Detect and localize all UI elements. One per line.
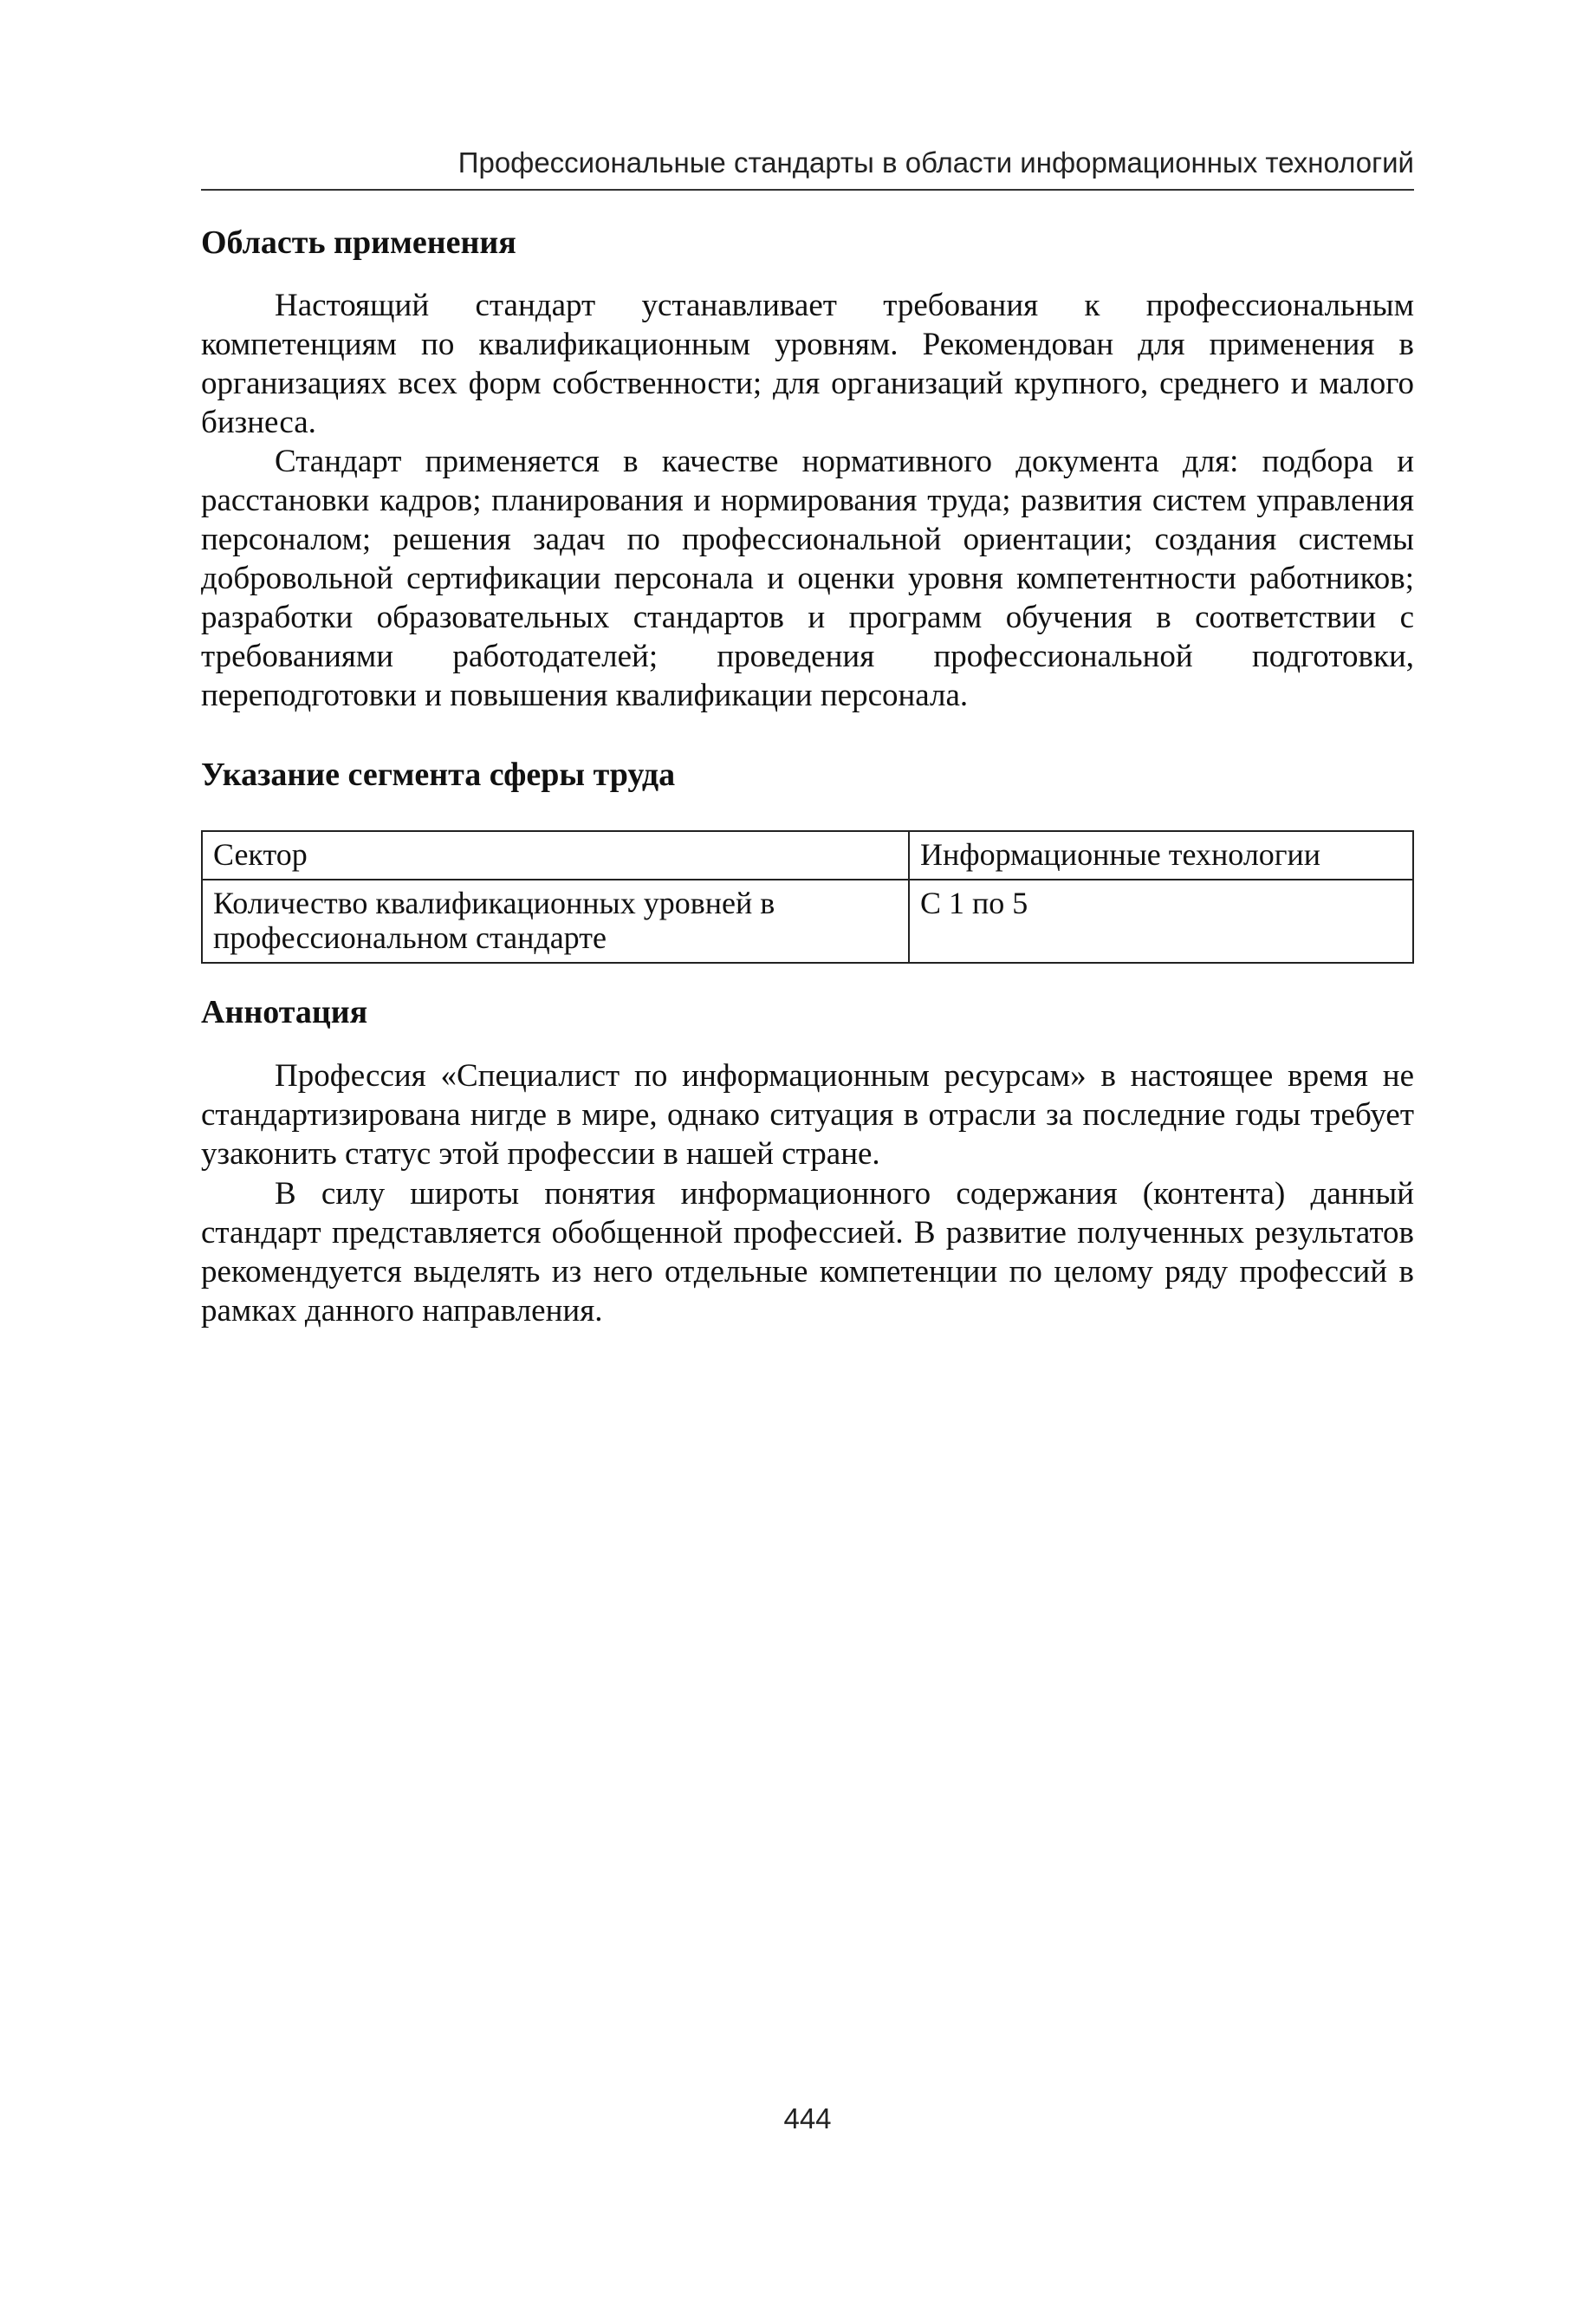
page-number: 444 xyxy=(783,2102,832,2134)
annotation-paragraph-2: В силу широты понятия информационного содержания (контента) данный стандарт представляется обобщенной профессией. В развитие полученных результатов рекомендуется выделять из него отдельные компетенции по целому ряду профессий в рамках данного направления. xyxy=(201,1176,1414,1329)
table-cell-sector-label: Сектор xyxy=(202,831,909,880)
scope-paragraph-2: Стандарт применяется в качестве нормативного документа для: подбора и расстановки кадров; планирования и нормирования труда; развития систем управления персоналом; решения задач по профессиональной ориентации; создания системы добровольной сертификации персонала и оценки уровня компетентности работников; разработки образовательных стандартов и программ обучения в соответствии с требованиями работодателей; проведения профессиональной подготовки, переподготовки и повышения квалификации персонала. xyxy=(201,444,1414,713)
table-cell-sector-value: Информационные технологии xyxy=(909,831,1413,880)
table-cell-levels-label: Количество квалификационных уровней в профессиональном стандарте xyxy=(202,880,909,963)
scope-heading: Область применения xyxy=(201,224,516,261)
table-row xyxy=(202,831,1413,880)
annotation-heading: Аннотация xyxy=(201,994,368,1030)
segment-heading: Указание сегмента сферы труда xyxy=(201,757,676,793)
annotation-paragraph-1: Профессия «Специалист по информационным ресурсам» в настоящее время не стандартизирована нигде в мире, однако ситуация в отрасли за последние годы требует узаконить статус этой профессии в нашей стране. xyxy=(201,1058,1414,1172)
segment-table xyxy=(201,830,1414,964)
document-page xyxy=(201,0,1414,2300)
running-header: Профессиональные стандарты в области информационных технологий xyxy=(201,147,1414,191)
table-cell-levels-value: С 1 по 5 xyxy=(909,880,1413,963)
table-row xyxy=(202,880,1413,963)
scope-paragraph-1: Настоящий стандарт устанавливает требования к профессиональным компетенциям по квалификационным уровням. Рекомендован для применения в организациях всех форм собственности; для организаций крупного, среднего и малого бизнеса. xyxy=(201,288,1414,440)
